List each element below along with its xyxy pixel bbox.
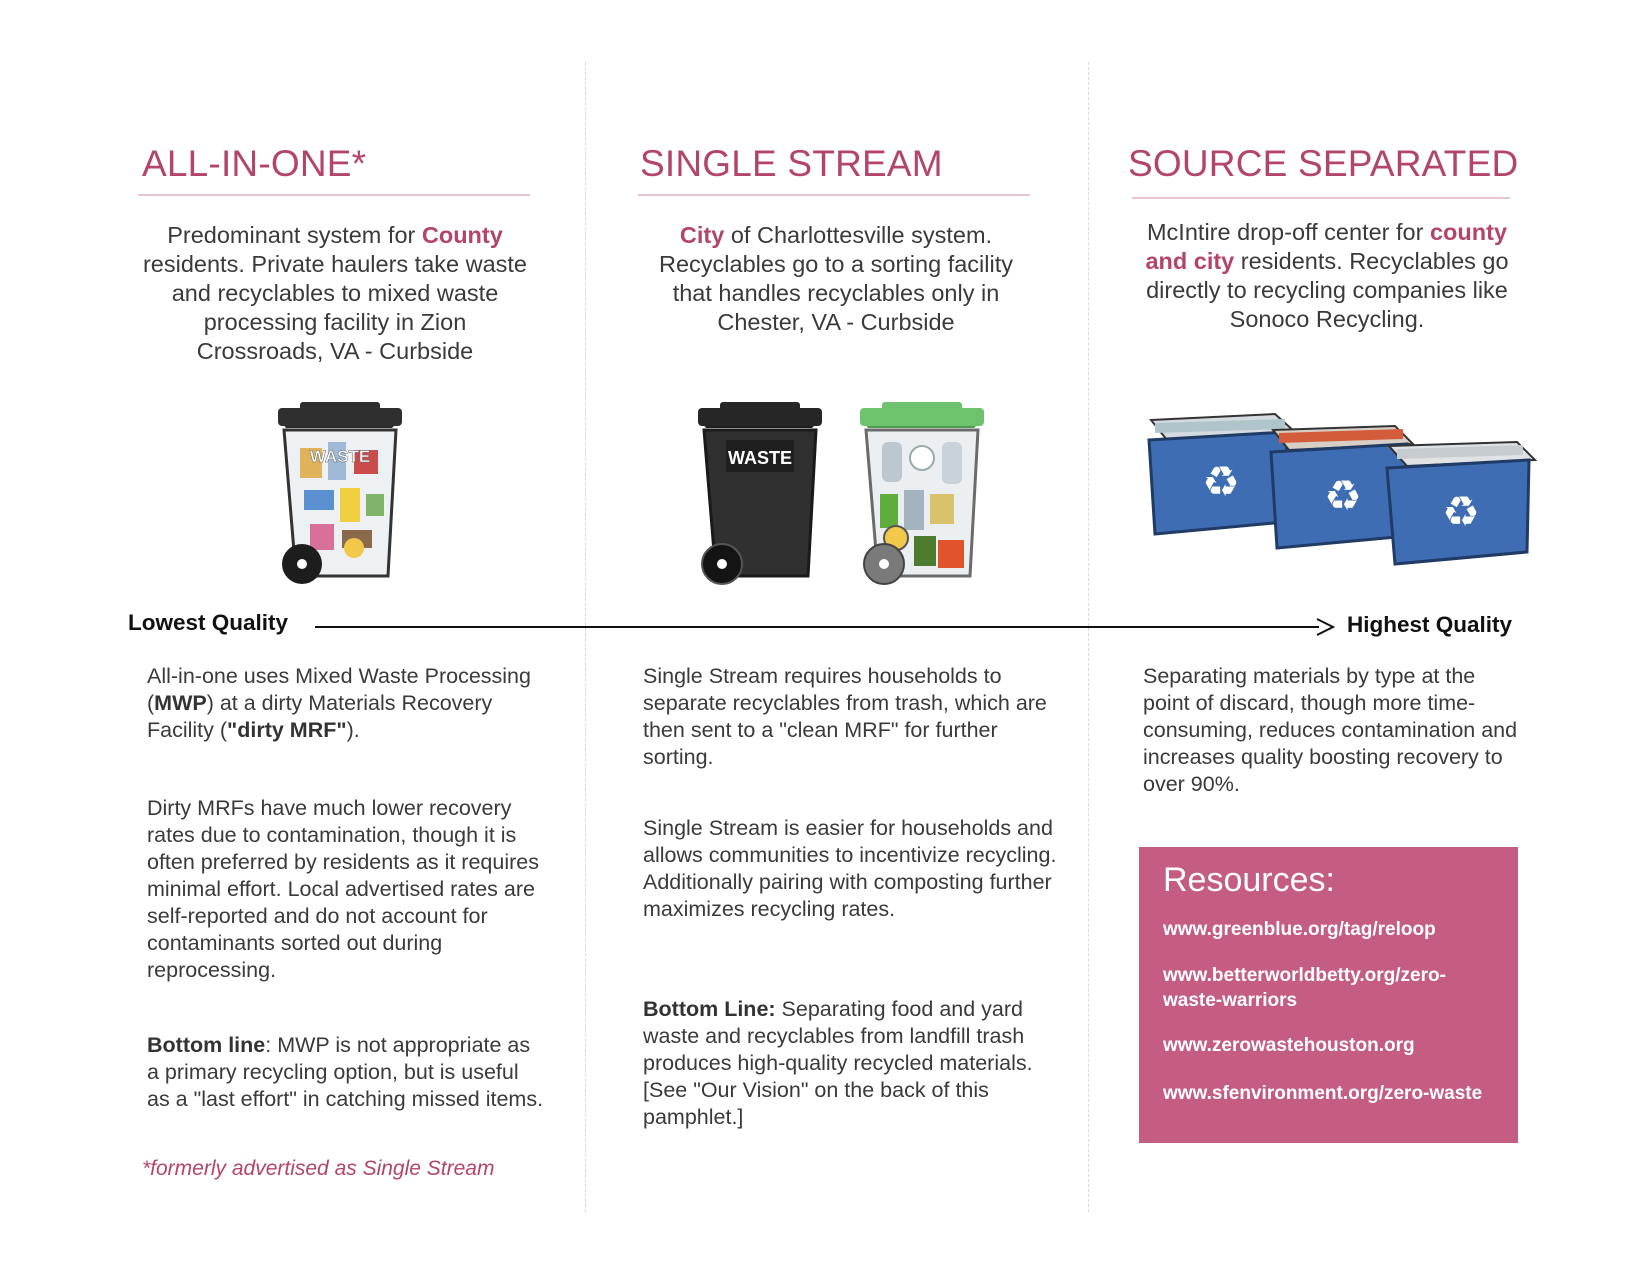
- text-bold: "dirty MRF": [227, 718, 347, 742]
- recycling-bin-icon: [852, 398, 992, 593]
- intro-source-separated: [1130, 218, 1524, 334]
- heading-rule: [638, 194, 1030, 196]
- recycling-crates-icon: [1145, 410, 1540, 570]
- intro-highlight: City: [679, 222, 725, 248]
- resource-link-zerowastehouston[interactable]: www.zerowastehouston.org: [1163, 1035, 1415, 1056]
- resources-title: Resources:: [1163, 861, 1335, 899]
- heading-rule: [138, 194, 530, 196]
- intro-text: residents. Private haulers take waste and recyclables to mixed waste processing facility in Zion Crossroads, VA - Curbside: [142, 251, 528, 364]
- mixed-waste-bin-icon: [270, 398, 410, 593]
- crate-3: [1387, 442, 1535, 564]
- resource-link-greenblue[interactable]: www.greenblue.org/tag/reloop: [1163, 919, 1436, 940]
- text: Dirty MRFs have much lower recovery rates due to contamination, though it is often preferred by residents as it requires minimal effort. Local advertised rates are self-reported and do not account for contaminants sorted out during reprocessing.: [147, 796, 539, 982]
- footnote: *formerly advertised as Single Stream: [142, 1157, 495, 1180]
- paragraph-bottom-line: [147, 1032, 547, 1113]
- paragraph-dirty-mrf: [147, 795, 547, 984]
- text: Separating food and yard waste and recyclables from landfill trash produces high-quality recycled materials. [See "Our Vision" on the back of this pamphlet.]: [643, 997, 1033, 1129]
- paragraph-source-separated: [1143, 663, 1523, 798]
- text: Single Stream is easier for households and allows communities to incentivize recycling. Additionally pairing with composting further maximizes recycling rates.: [643, 816, 1057, 921]
- bin-label: WASTE: [727, 448, 793, 468]
- intro-text: of Charlottesville system. Recyclables go to a sorting facility that handles recyclables only in Chester, VA - Curbside: [659, 222, 1013, 335]
- intro-all-in-one: [140, 221, 530, 366]
- intro-highlight: County: [421, 222, 503, 248]
- axis-label-low: Lowest Quality: [128, 610, 289, 635]
- paragraph-bottom-line: [643, 996, 1063, 1131]
- intro-text: McIntire drop-off center for: [1146, 219, 1430, 245]
- text: Separating materials by type at the point of discard, though more time-consuming, reduces contamination and increases quality boosting recovery to over 90%.: [1143, 664, 1518, 796]
- intro-highlight: county and city: [1145, 219, 1508, 274]
- svg-text:♻: ♻: [1324, 471, 1362, 520]
- bin-label: WASTE: [309, 447, 371, 466]
- text: ).: [346, 718, 360, 742]
- paragraph-mwp: [147, 663, 547, 744]
- resource-link-betterworldbetty[interactable]: www.betterworldbetty.org/zero-waste-warriors: [1163, 965, 1446, 1011]
- intro-text: residents. Recyclables go directly to recycling companies like Sonoco Recycling.: [1146, 248, 1509, 332]
- text: : MWP is not appropriate as a primary recycling option, but is useful as a "last effort" in catching missed items.: [147, 1033, 544, 1111]
- resource-link-sfenvironment[interactable]: www.sfenvironment.org/zero-waste: [1163, 1083, 1483, 1104]
- axis-label-high: Highest Quality: [1347, 612, 1513, 637]
- text: All-in-one uses Mixed Waste Processing (: [147, 664, 531, 715]
- text-bold: MWP: [154, 691, 207, 715]
- heading-rule: [1132, 197, 1510, 199]
- svg-text:♻: ♻: [1442, 487, 1480, 536]
- paragraph-single-stream-1: [643, 663, 1058, 771]
- resources-box: [1139, 847, 1518, 1143]
- bottom-line-label: Bottom Line:: [643, 997, 776, 1021]
- heading-single-stream: SINGLE STREAM: [640, 143, 943, 184]
- intro-single-stream: [642, 221, 1030, 337]
- quality-arrow: [315, 615, 1335, 639]
- paragraph-single-stream-2: [643, 815, 1058, 923]
- svg-text:♻: ♻: [1202, 457, 1240, 506]
- text: ) at a dirty Materials Recovery Facility (: [147, 691, 493, 742]
- heading-all-in-one: ALL-IN-ONE*: [142, 143, 367, 184]
- intro-text: Predominant system for: [167, 222, 422, 248]
- heading-source-separated: SOURCE SEPARATED: [1128, 143, 1519, 184]
- bottom-line-label: Bottom line: [147, 1033, 266, 1057]
- text: Single Stream requires households to separate recyclables from trash, which are then sent to a "clean MRF" for further sorting.: [643, 664, 1047, 769]
- waste-bin-icon: [690, 398, 830, 593]
